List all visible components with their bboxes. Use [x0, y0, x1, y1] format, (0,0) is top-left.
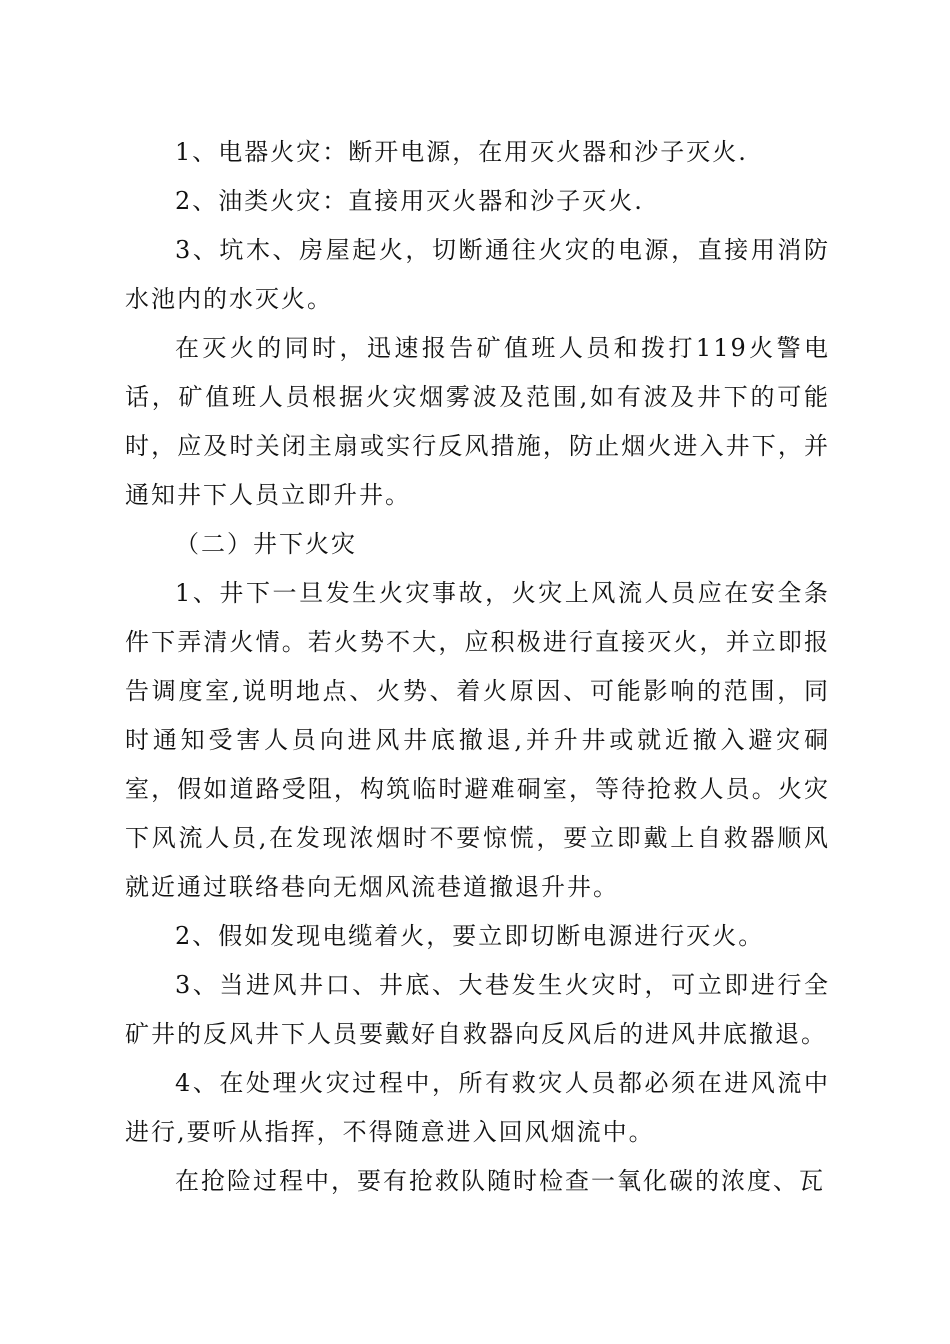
paragraph-intake-shaft-fire: 3、当进风井口、井底、大巷发生火灾时，可立即进行全矿井的反风井下人员要戴好自救器向反风后的进风井底撤退。: [125, 971, 830, 1048]
paragraph-electrical-fire: 1、电器火灾：断开电源，在用灭火器和沙子灭火.: [175, 138, 748, 166]
section-heading-underground-fire: （二）井下火灾: [175, 530, 357, 558]
document-body: [125, 128, 830, 1206]
paragraph-gas-inspection: 在抢险过程中，要有抢救队随时检查一氧化碳的浓度、瓦: [175, 1167, 825, 1195]
paragraph-rescue-personnel: 4、在处理火灾过程中，所有救灾人员都必须在进风流中进行,要听从指挥，不得随意进入回风烟流中。: [125, 1069, 830, 1146]
paragraph-underground-fire-response: 1、井下一旦发生火灾事故，火灾上风流人员应在安全条件下弄清火情。若火势不大，应积极进行直接灭火，并立即报告调度室,说明地点、火势、着火原因、可能影响的范围，同时通知受害人员向进风井底撤退,并升井或就近撤入避灾硐室，假如道路受阻，构筑临时避难硐室，等待抢救人员。火灾下风流人员,在发现浓烟时不要惊慌，要立即戴上自救器顺风就近通过联络巷向无烟风流巷道撤退升井。: [125, 579, 830, 901]
paragraph-timber-building-fire: 3、坑木、房屋起火，切断通往火灾的电源，直接用消防水池内的水灭火。: [125, 236, 830, 313]
paragraph-report-procedure: 在灭火的同时，迅速报告矿值班人员和拨打119火警电话，矿值班人员根据火灾烟雾波及范围,如有波及井下的可能时，应及时关闭主扇或实行反风措施，防止烟火进入井下，并通知井下人员立即升井。: [125, 334, 830, 509]
paragraph-cable-fire: 2、假如发现电缆着火，要立即切断电源进行灭火。: [175, 922, 765, 950]
paragraph-oil-fire: 2、油类火灾：直接用灭火器和沙子灭火.: [175, 187, 644, 215]
